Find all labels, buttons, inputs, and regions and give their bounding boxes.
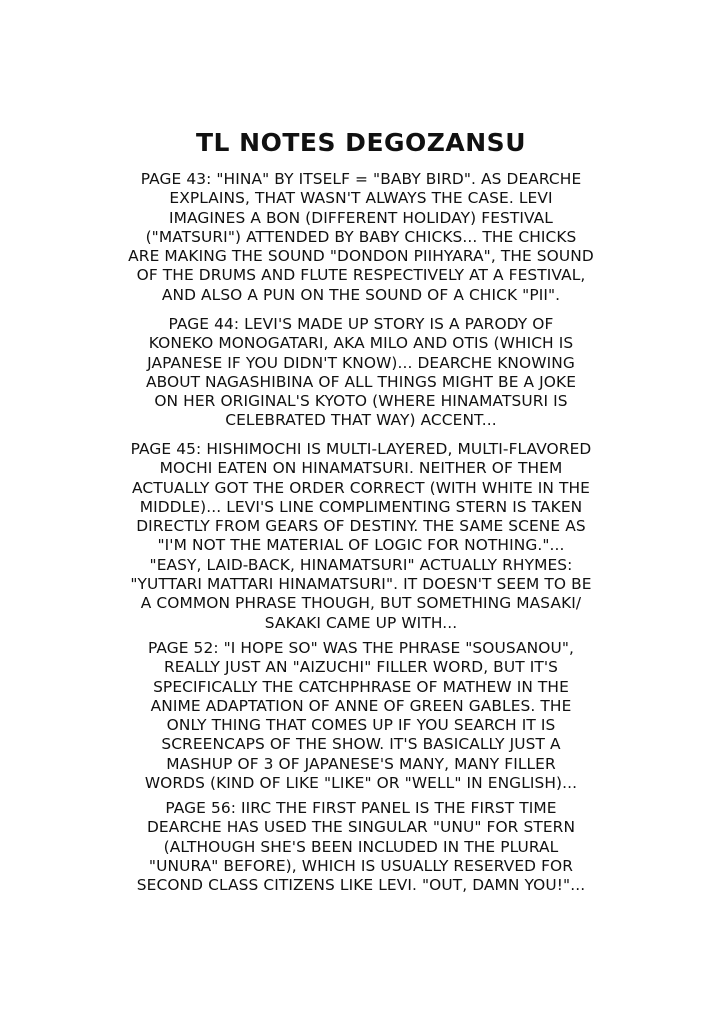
note-line: SPECIFICALLY THE CATCHPHRASE OF MATHEW IN THE (153, 677, 569, 696)
note-line: ON HER ORIGINAL'S KYOTO (WHERE HINAMATSURI IS (154, 392, 568, 411)
page-title: TL NOTES DEGOZANSU (195, 128, 526, 157)
note-line: ABOUT NAGASHIBINA OF ALL THINGS MIGHT BE A JOKE (145, 372, 577, 391)
note-page-56 (90, 799, 632, 895)
note-line: PAGE 56: IIRC THE FIRST PANEL IS THE FIRST TIME (165, 799, 557, 817)
note-line: "UNURA" BEFORE), WHICH IS USUALLY RESERVED FOR (148, 856, 574, 875)
note-page-44 (90, 315, 632, 431)
note-line: PAGE 45: HISHIMOCHI IS MULTI-LAYERED, MULTI-FLAVORED (130, 440, 592, 458)
note-line: ONLY THING THAT COMES UP IF YOU SEARCH IT IS (166, 716, 556, 735)
note-line: MASHUP OF 3 OF JAPANESE'S MANY, MANY FILLER (166, 754, 556, 773)
note-line: IMAGINES A BON (DIFFERENT HOLIDAY) FESTIVAL (169, 208, 553, 227)
note-line: "YUTTARI MATTARI HINAMATSURI". IT DOESN'T SEEM TO BE (130, 575, 592, 594)
note-line: "I'M NOT THE MATERIAL OF LOGIC FOR NOTHING."... (157, 536, 565, 555)
note-line: CELEBRATED THAT WAY) ACCENT... (225, 411, 497, 430)
note-page-52 (90, 639, 632, 793)
note-line: DIRECTLY FROM GEARS OF DESTINY. THE SAME SCENE AS (136, 517, 586, 536)
note-line: EXPLAINS, THAT WASN'T ALWAYS THE CASE. LEVI (169, 189, 553, 208)
note-line: PAGE 44: LEVI'S MADE UP STORY IS A PARODY OF (168, 315, 554, 333)
note-page-45 (90, 440, 632, 633)
note-line: PAGE 43: "HINA" BY ITSELF = "BABY BIRD". AS DEARCHE (140, 170, 582, 188)
note-line: ACTUALLY GOT THE ORDER CORRECT (WITH WHITE IN THE (131, 478, 591, 497)
note-line: WORDS (KIND OF LIKE "LIKE" OR "WELL" IN ENGLISH)... (144, 774, 578, 793)
note-line: PAGE 52: "I HOPE SO" WAS THE PHRASE "SOUSANOU", (147, 639, 575, 657)
note-line: ("MATSURI") ATTENDED BY BABY CHICKS... THE CHICKS (145, 227, 577, 246)
note-line: OF THE DRUMS AND FLUTE RESPECTIVELY AT A FESTIVAL, (136, 266, 586, 285)
note-page-43 (90, 170, 632, 305)
note-line: REALLY JUST AN "AIZUCHI" FILLER WORD, BUT IT'S (163, 658, 559, 677)
note-line: ARE MAKING THE SOUND "DONDON PIIHYARA", THE SOUND (128, 247, 594, 266)
note-line: JAPANESE IF YOU DIDN'T KNOW)... DEARCHE KNOWING (147, 353, 575, 372)
note-line: ANIME ADAPTATION OF ANNE OF GREEN GABLES. THE (150, 696, 572, 715)
note-line: (ALTHOUGH SHE'S BEEN INCLUDED IN THE PLURAL (163, 837, 559, 856)
note-line: A COMMON PHRASE THOUGH, BUT SOMETHING MASAKI/ (140, 594, 582, 613)
note-line: SAKAKI CAME UP WITH... (264, 613, 458, 632)
note-line: SCREENCAPS OF THE SHOW. IT'S BASICALLY JUST A (161, 735, 561, 754)
note-line: KONEKO MONOGATARI, AKA MILO AND OTIS (WHICH IS (148, 334, 574, 353)
note-line: DEARCHE HAS USED THE SINGULAR "UNU" FOR STERN (146, 818, 576, 837)
note-line: "EASY, LAID-BACK, HINAMATSURI" ACTUALLY RHYMES: (149, 555, 573, 574)
note-line: AND ALSO A PUN ON THE SOUND OF A CHICK "PII". (161, 285, 561, 304)
note-line: MIDDLE)... LEVI'S LINE COMPLIMENTING STERN IS TAKEN (139, 497, 583, 516)
note-line: SECOND CLASS CITIZENS LIKE LEVI. "OUT, DAMN YOU!"... (136, 876, 586, 895)
note-line: MOCHI EATEN ON HINAMATSURI. NEITHER OF THEM (159, 459, 563, 478)
